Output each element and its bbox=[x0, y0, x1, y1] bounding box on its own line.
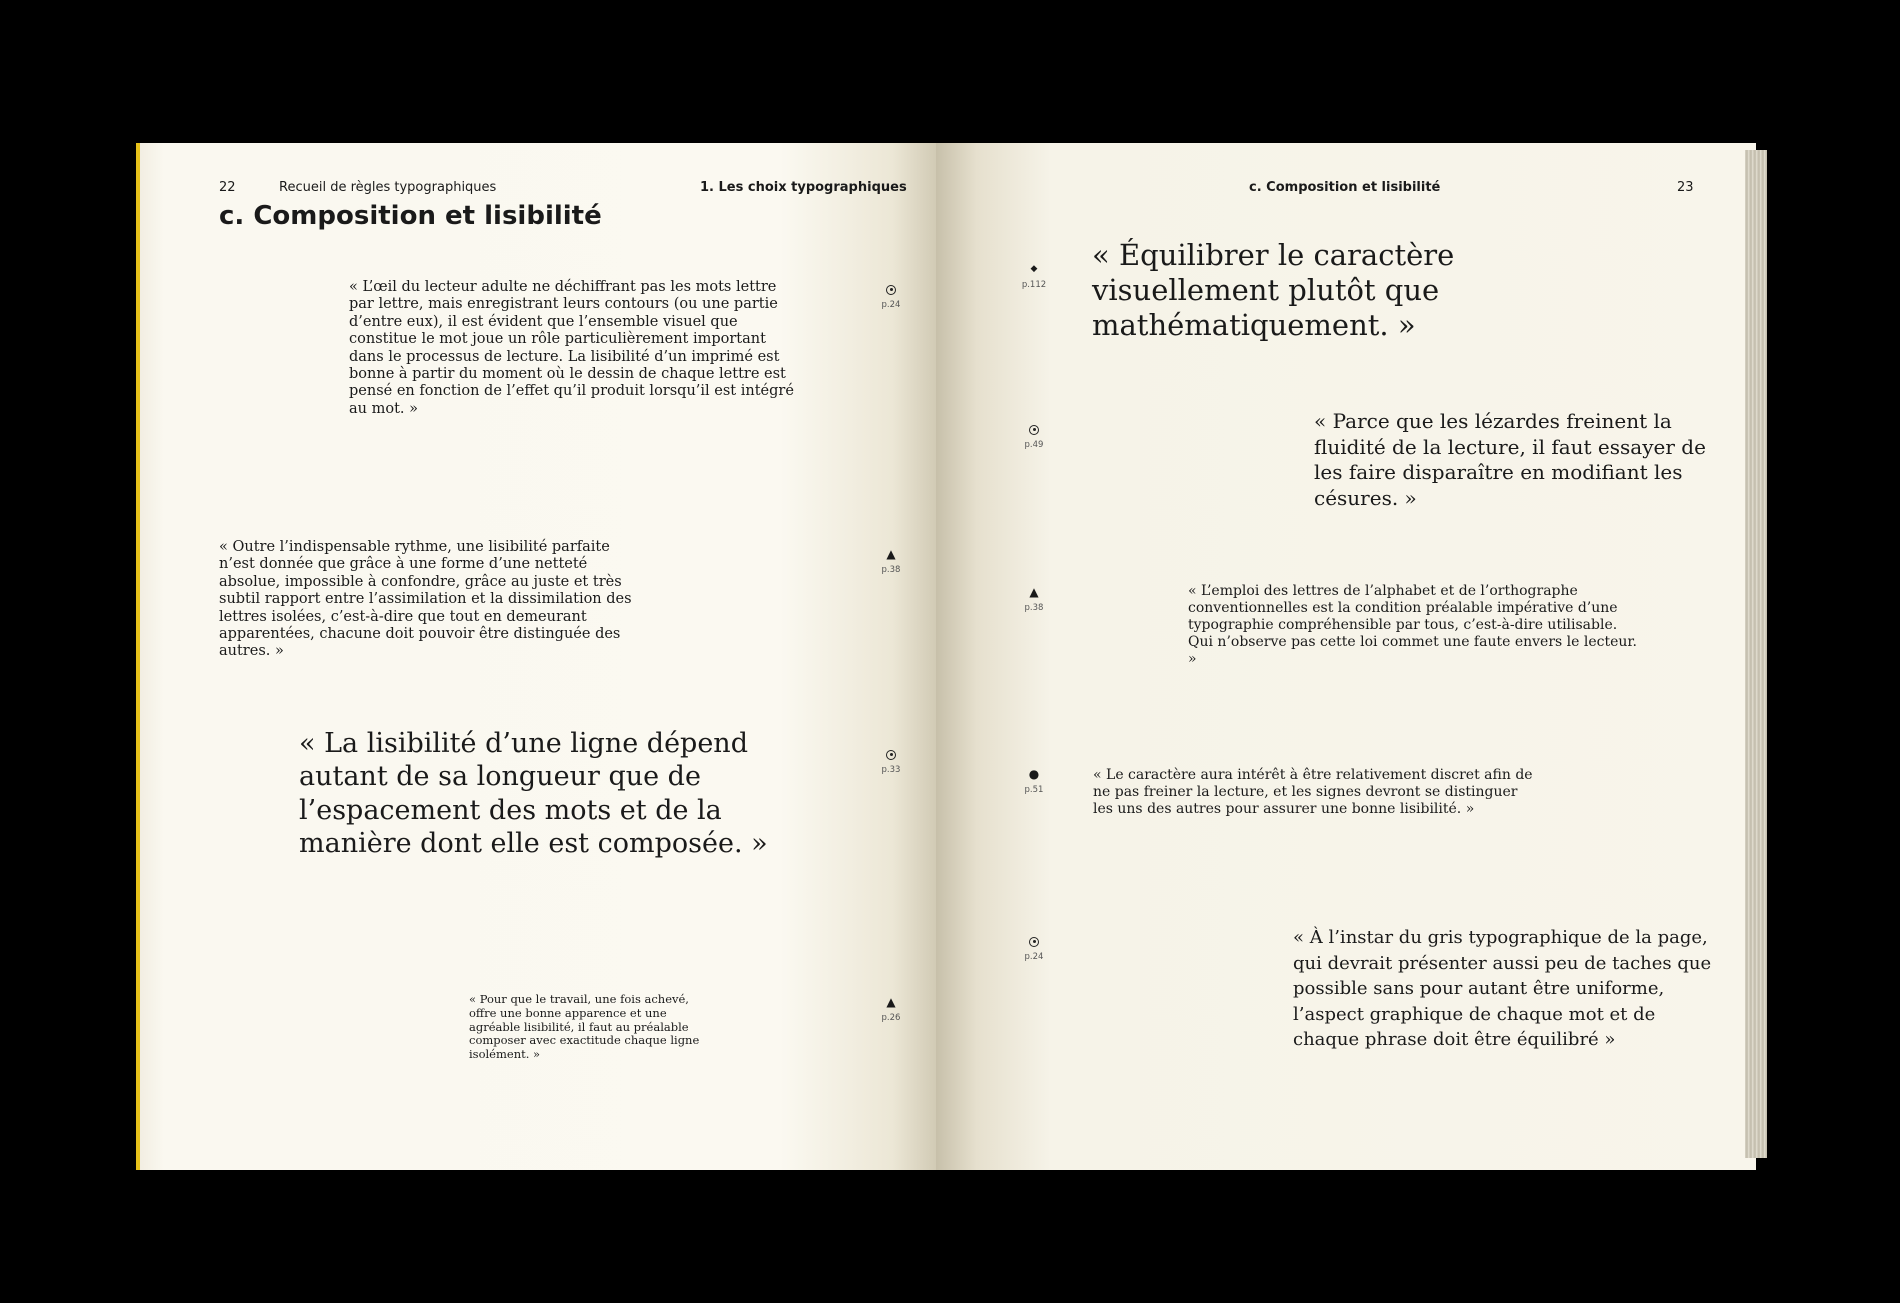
quote-1: « Équilibrer le caractère visuellement plutôt que mathématiquement. » bbox=[1092, 238, 1455, 343]
page-number: 23 bbox=[1677, 180, 1694, 195]
page-ref: p.49 bbox=[1024, 440, 1044, 450]
left-page bbox=[136, 143, 940, 1170]
page-ref: p.24 bbox=[881, 300, 901, 310]
quote-3-marker bbox=[876, 747, 906, 775]
quote-3: « L’emploi des lettres de l’alphabet et de l’orthographe conventionnelles est la condition préalable impérative d’une typographie compréhensible par tous, c’est-à-dire utilisable. Qui n’observe pas cette loi commet une faute envers le lecteur. » bbox=[1188, 583, 1638, 668]
section-header: c. Composition et lisibilité bbox=[1249, 180, 1441, 195]
circle-dot-icon bbox=[886, 750, 896, 760]
page-ref: p.38 bbox=[881, 565, 901, 575]
quote-4-marker bbox=[1019, 767, 1049, 795]
running-header: Recueil de règles typographiques bbox=[279, 180, 497, 195]
dot-icon: ● bbox=[1028, 767, 1040, 781]
right-page bbox=[936, 143, 1756, 1170]
quote-2-marker bbox=[1019, 422, 1049, 450]
page-number: 22 bbox=[219, 180, 236, 195]
triangle-icon: ▲ bbox=[886, 995, 896, 1009]
circle-dot-icon bbox=[886, 285, 896, 295]
page-ref: p.51 bbox=[1024, 785, 1044, 795]
page-edges bbox=[1745, 150, 1767, 1158]
quote-2-marker bbox=[876, 547, 906, 575]
quote-5-marker bbox=[1019, 934, 1049, 962]
page-ref: p.24 bbox=[1024, 952, 1044, 962]
quote-5: « À l’instar du gris typographique de la page, qui devrait présenter aussi peu de taches que possible sans pour autant être uniforme, l’aspect graphique de chaque mot et de chaque phrase doit être équilibré » bbox=[1293, 927, 1712, 1051]
quote-4: « Le caractère aura intérêt à être relativement discret afin de ne pas freiner la lecture, et les signes devront se distinguer les uns des autres pour assurer une bonne lisibilité. » bbox=[1093, 767, 1533, 818]
quote-1-marker bbox=[876, 282, 906, 310]
page-title: c. Composition et lisibilité bbox=[219, 201, 602, 231]
diamond-icon: ◆ bbox=[1030, 264, 1038, 274]
page-ref: p.26 bbox=[881, 1013, 901, 1023]
quote-4: « Pour que le travail, une fois achevé, offre une bonne apparence et une agréable lisibilité, il faut au préalable composer avec exactitude chaque ligne isolément. » bbox=[469, 992, 700, 1062]
page-ref: p.112 bbox=[1021, 280, 1047, 290]
quote-1: « L’œil du lecteur adulte ne déchiffrant pas les mots lettre par lettre, mais enregistrant leurs contours (ou une partie d’entre eux), il est évident que l’ensemble visuel que constitue le mot joue un rôle particulièrement important dans le processus de lecture. La lisibilité d’un imprimé est bonne à partir du moment où le dessin de chaque lettre est pensé en fonction de l’effet qu’il produit lorsqu’il est intégré au mot. » bbox=[349, 279, 794, 417]
circle-dot-icon bbox=[1029, 425, 1039, 435]
section-header: 1. Les choix typographiques bbox=[700, 180, 907, 195]
quote-3: « La lisibilité d’une ligne dépend autant de sa longueur que de l’espacement des mots et de la manière dont elle est composée. » bbox=[299, 728, 768, 860]
triangle-icon: ▲ bbox=[886, 547, 896, 561]
page-ref: p.38 bbox=[1024, 603, 1044, 613]
quote-2: « Outre l’indispensable rythme, une lisibilité parfaite n’est donnée que grâce à une forme d’une netteté absolue, impossible à confondre, grâce au juste et très subtil rapport entre l’assimilation et la dissimilation des lettres isolées, c’est-à-dire que tout en demeurant apparentées, chacune doit pouvoir être distinguée des autres. » bbox=[219, 539, 632, 660]
circle-dot-icon bbox=[1029, 937, 1039, 947]
quote-3-marker bbox=[1019, 585, 1049, 613]
quote-1-marker bbox=[1019, 262, 1049, 290]
quote-2: « Parce que les lézardes freinent la fluidité de la lecture, il faut essayer de les faire disparaître en modifiant les césures. » bbox=[1314, 409, 1706, 510]
page-ref: p.33 bbox=[881, 765, 901, 775]
triangle-icon: ▲ bbox=[1029, 585, 1039, 599]
quote-4-marker bbox=[876, 995, 906, 1023]
